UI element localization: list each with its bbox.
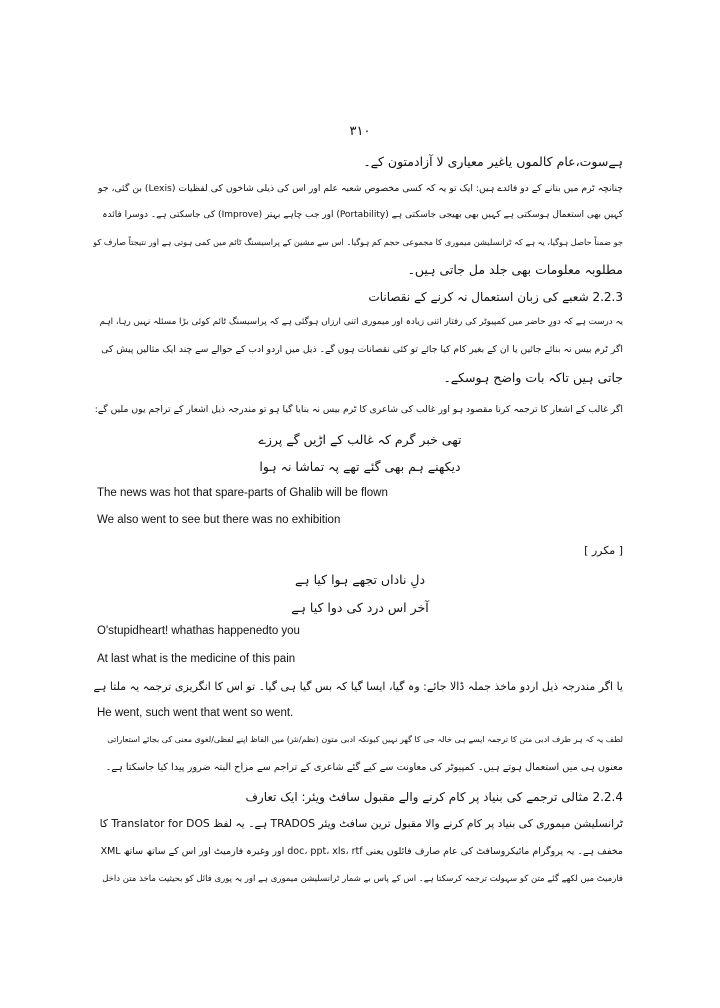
paragraph-line: یا اگر مندرجہ ذیل اردو ماخذ جملہ ڈالا جائے: وہ گیا، ایسا گیا کہ بس گیا ہی گیا۔ تو اس کا انگریزی ترجمہ یہ ملتا ہے xyxy=(93,680,623,693)
english-translation-line: The news was hot that spare-parts of Ghalib will be flown xyxy=(97,487,388,499)
paragraph-line: مطلوبہ معلومات بھی جلد مل جاتی ہیں۔ xyxy=(407,262,623,277)
paragraph-line: فارمیٹ میں لکھے گئے متن کو سہولت ترجمہ کرسکتا ہے۔ اس کے پاس بے شمار ٹرانسلیشن میموری ہے اور یہ پوری فائل کو بحیثیت ماخذ متن داخل xyxy=(102,874,623,884)
verse-line: آخر اس درد کی دوا کیا ہے xyxy=(291,600,429,615)
page-number: ۳۱۰ xyxy=(349,123,371,138)
english-translation-line: O'stupidheart! whathas happenedto you xyxy=(97,625,300,637)
section-heading: 2.2.4 مثالی ترجمے کی بنیاد پر کام کرنے والے مقبول سافٹ ویئر: ایک تعارف xyxy=(245,790,623,804)
section-heading: 2.2.3 شعبے کی زبان استعمال نہ کرنے کے نقصانات xyxy=(368,290,623,304)
english-translation-line: We also went to see but there was no exhibition xyxy=(97,514,341,526)
paragraph-line: لطف یہ کہ ہر طرف ادبی متن کا ترجمہ ایسے ہی خالہ جی کا گھر نہیں کیونکہ ادبی متون (نظم/نثر) میں الفاظ اپنے لفظی/لغوی معنی کی بجائے استعاراتی xyxy=(107,735,623,744)
paragraph-line: یہ درست ہے کہ دورِ حاضر میں کمپیوٹر کی رفتار اتنی زیادہ اور میموری اتنی ارزاں ہوگئی ہے کہ پراسیسنگ ٹائم کوئی بڑا مسئلہ نہیں رہا، اہم xyxy=(99,317,623,327)
paragraph-line: جاتی ہیں تاکہ بات واضح ہوسکے۔ xyxy=(443,370,623,385)
paragraph-line: اگر ٹرم بیس نہ بنائے جائیں یا ان کے بغیر کام کیا جائے تو کئی نقصانات ہوں گے۔ ذیل میں اردو ادب کے حوالے سے چند ایک مثالیں پیش کی xyxy=(101,344,623,355)
verse-line: دیکھنے ہم بھی گئے تھے پہ تماشا نہ ہوا xyxy=(259,459,461,474)
paragraph-line: ٹرانسلیشن میموری کی بنیاد پر کام کرنے والا مقبول ترین سافٹ ویئر TRADOS ہے۔ یہ لفظ Translator for DOS کا xyxy=(99,817,623,830)
paragraph-line: چنانچہ ٹرم میں بنانے کے دو فائدے ہیں: ایک تو یہ کہ کسی مخصوص شعبہ علم اور اس کی ذیلی شاخوں کی لفظیات (Lexis) بن گئی، جو xyxy=(98,183,623,194)
paragraph-line: جو ضمناً حاصل ہوگیا، یہ ہے کہ ٹرانسلیشن میموری کا مجموعی حجم کم ہوگیا۔ اس سے مشین کے پراسیسنگ ٹائم میں کمی ہوتی ہے اور نتیجتاً صارف کو xyxy=(93,237,623,247)
paragraph-line: ہےسوت،عام کالموں یاغیر معیاری لا آزادمتون کے۔ xyxy=(363,154,623,169)
english-translation-line: At last what is the medicine of this pain xyxy=(97,653,296,665)
paragraph-line: اگر غالب کے اشعار کا ترجمہ کرنا مقصود ہو اور غالب کی شاعری کا ٹرم بیس نہ بنایا گیا ہو تو مندرجہ ذیل اشعار کے تراجم یوں ملیں گے: xyxy=(94,404,623,415)
paragraph-line: معنوں ہی میں استعمال ہوتے ہیں۔ کمپیوٹر کی معاونت سے کیے گئے شاعری کے تراجم سے مزاح البتہ ضرور پیدا کیا جاسکتا ہے۔ xyxy=(105,762,623,773)
verse-line: تھی خبر گرم کہ غالب کے اڑیں گے پرزے xyxy=(258,432,462,447)
paragraph-line: مخفف ہے۔ یہ پروگرام مائیکروسافٹ کی عام صارف فائلوں یعنی doc، ppt، xls، rtf اور وغیرہ فارمیٹ اور اس کے ساتھ ساتھ XML xyxy=(100,846,623,857)
paragraph-line: کہیں بھی استعمال ہوسکتی ہے کہیں بھی بھیجی جاسکتی ہے (Portability) اور جب چاہے بہتر (Improve) کی جاسکتی ہے۔ دوسرا فائدہ xyxy=(102,210,623,220)
verse-line: دلِ ناداں تجھے ہوا کیا ہے xyxy=(294,572,426,587)
english-translation-line: He went, such went that went so went. xyxy=(97,707,294,719)
repeat-marker: [ مکرر ] xyxy=(584,544,623,557)
